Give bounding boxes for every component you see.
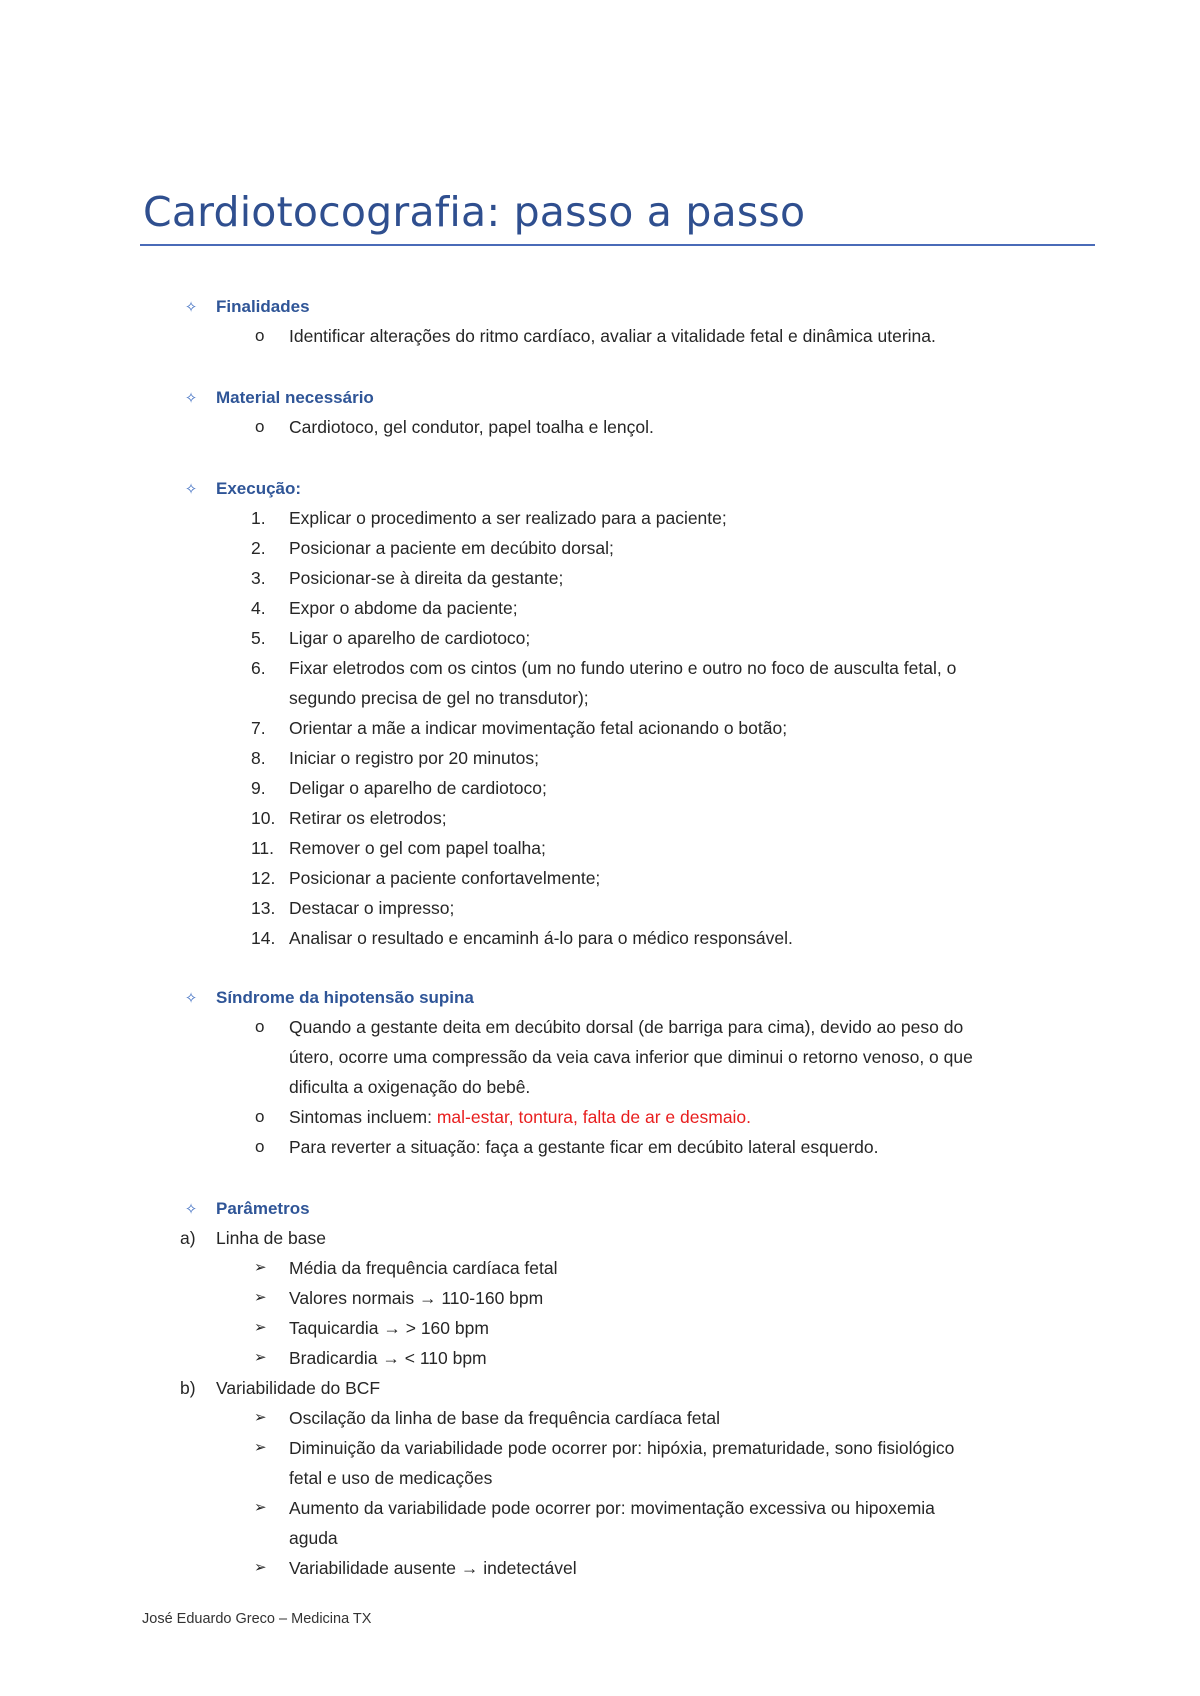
list-item: Variabilidade ausente → indetectável: [289, 1558, 577, 1578]
four-point-star-icon: ✧: [184, 1201, 198, 1218]
list-item: Para reverter a situação: faça a gestante ficar em decúbito lateral esquerdo.: [289, 1137, 879, 1157]
arrowhead-bullet-icon: ➢: [254, 1559, 267, 1576]
four-point-star-icon: ✧: [184, 390, 198, 407]
list-item: Oscilação da linha de base da frequência cardíaca fetal: [289, 1408, 720, 1428]
right-arrow-icon: →: [419, 1288, 437, 1308]
list-number: 3.: [251, 568, 266, 588]
list-number: 7.: [251, 718, 266, 738]
list-item: Identificar alterações do ritmo cardíaco, avaliar a vitalidade fetal e dinâmica uterina.: [289, 326, 936, 346]
list-item-line: fetal e uso de medicações: [289, 1468, 493, 1488]
list-item: Taquicardia → > 160 bpm: [289, 1318, 489, 1338]
list-item-line: dificulta a oxigenação do bebê.: [289, 1077, 531, 1097]
list-item: Ligar o aparelho de cardiotoco;: [289, 628, 531, 648]
page-footer: José Eduardo Greco – Medicina TX: [142, 1611, 372, 1627]
list-number: 10.: [251, 808, 276, 828]
list-number: 12.: [251, 868, 276, 888]
section-material-heading: ✧ Material necessário: [182, 383, 374, 413]
circle-bullet-icon: o: [255, 1107, 265, 1126]
list-number: 14.: [251, 928, 276, 948]
list-item: Expor o abdome da paciente;: [289, 598, 518, 618]
list-item: Sintomas incluem: mal-estar, tontura, falta de ar e desmaio.: [289, 1107, 752, 1127]
four-point-star-icon: ✧: [184, 990, 198, 1007]
list-item: Iniciar o registro por 20 minutos;: [289, 748, 539, 768]
symptoms-highlight: mal-estar, tontura, falta de ar e desmaio: [436, 1107, 747, 1127]
arrowhead-bullet-icon: ➢: [254, 1439, 267, 1456]
arrowhead-bullet-icon: ➢: [254, 1409, 267, 1426]
title-underline: [140, 244, 1095, 246]
list-item-line: Aumento da variabilidade pode ocorrer por: movimentação excessiva ou hipoxemia: [289, 1498, 935, 1518]
list-number: 4.: [251, 598, 266, 618]
list-item: Remover o gel com papel toalha;: [289, 838, 546, 858]
list-item-line: útero, ocorre uma compressão da veia cava inferior que diminui o retorno venoso, o que: [289, 1047, 973, 1067]
right-arrow-icon: →: [460, 1558, 479, 1578]
four-point-star-icon: ✧: [184, 481, 198, 498]
arrowhead-bullet-icon: ➢: [254, 1499, 267, 1516]
list-item: Posicionar-se à direita da gestante;: [289, 568, 564, 588]
list-number: 6.: [251, 658, 266, 678]
arrowhead-bullet-icon: ➢: [254, 1289, 267, 1306]
right-arrow-icon: →: [383, 1318, 401, 1338]
list-number: 8.: [251, 748, 266, 768]
list-number: 2.: [251, 538, 266, 558]
circle-bullet-icon: o: [255, 1017, 265, 1036]
section-parametros-heading: ✧ Parâmetros: [182, 1194, 310, 1224]
circle-bullet-icon: o: [255, 417, 265, 436]
list-item: Fixar eletrodos com os cintos (um no fundo uterino e outro no foco de ausculta fetal, o: [289, 658, 957, 678]
page-title: Cardiotocografia: passo a passo: [143, 188, 806, 236]
section-execucao-heading: ✧ Execução:: [182, 474, 301, 504]
list-item: Orientar a mãe a indicar movimentação fetal acionando o botão;: [289, 718, 788, 738]
list-item: Deligar o aparelho de cardiotoco;: [289, 778, 547, 798]
list-item: Média da frequência cardíaca fetal: [289, 1258, 558, 1278]
sublist-title: Linha de base: [216, 1228, 326, 1248]
arrowhead-bullet-icon: ➢: [254, 1349, 267, 1366]
arrowhead-bullet-icon: ➢: [254, 1259, 267, 1276]
list-number: 11.: [251, 838, 275, 858]
section-finalidades-heading: ✧ Finalidades: [182, 292, 310, 322]
four-point-star-icon: ✧: [184, 299, 198, 316]
list-item: Posicionar a paciente confortavelmente;: [289, 868, 601, 888]
circle-bullet-icon: o: [255, 326, 265, 345]
list-item: Analisar o resultado e encaminh á-lo para o médico responsável.: [289, 928, 793, 948]
circle-bullet-icon: o: [255, 1137, 265, 1156]
list-item: Destacar o impresso;: [289, 898, 455, 918]
right-arrow-icon: →: [382, 1348, 400, 1368]
list-item: Posicionar a paciente em decúbito dorsal;: [289, 538, 614, 558]
list-item: Explicar o procedimento a ser realizado para a paciente;: [289, 508, 727, 528]
list-item: Retirar os eletrodos;: [289, 808, 447, 828]
list-item: Cardiotoco, gel condutor, papel toalha e lençol.: [289, 417, 654, 437]
sublist-label: b): [180, 1378, 196, 1398]
arrowhead-bullet-icon: ➢: [254, 1319, 267, 1336]
sublist-title: Variabilidade do BCF: [216, 1378, 381, 1398]
list-item: Bradicardia → < 110 bpm: [289, 1348, 487, 1368]
list-item-line: aguda: [289, 1528, 338, 1548]
list-number: 1.: [251, 508, 266, 528]
list-number: 9.: [251, 778, 266, 798]
list-number: 13.: [251, 898, 276, 918]
section-sindrome-heading: ✧ Síndrome da hipotensão supina: [182, 983, 474, 1013]
list-item-continuation: segundo precisa de gel no transdutor);: [289, 688, 589, 708]
list-item-line: Diminuição da variabilidade pode ocorrer por: hipóxia, prematuridade, sono fisiológico: [289, 1438, 955, 1458]
list-number: 5.: [251, 628, 266, 648]
list-item: Valores normais → 110-160 bpm: [289, 1288, 544, 1308]
sublist-label: a): [180, 1228, 196, 1248]
list-item-line: Quando a gestante deita em decúbito dorsal (de barriga para cima), devido ao peso do: [289, 1017, 964, 1037]
